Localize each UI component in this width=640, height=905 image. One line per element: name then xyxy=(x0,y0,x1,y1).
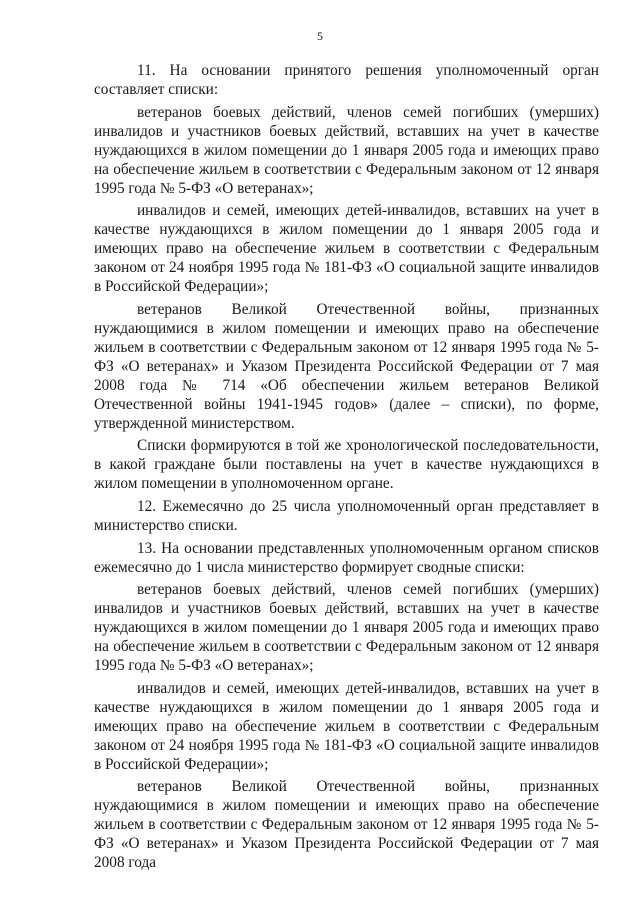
list-item-combat-veterans: ветеранов боевых действий, членов семей погибших (умерших) инвалидов и участников боевых действий, вставших на учет в качестве нуждающихся в жилом помещении до 1 января 2005 года и имеющих право на обеспечение жильем в соответствии с Федеральным законом от 12 января 1995 года № 5-ФЗ «О ветеранах»; xyxy=(94,103,599,197)
paragraph-item-13: 13. На основании представленных уполномоченным органом списков ежемесячно до 1 числа министерство формирует сводные списки: xyxy=(94,539,599,576)
document-body xyxy=(94,61,599,876)
consolidated-item-combat-veterans: ветеранов боевых действий, членов семей погибших (умерших) инвалидов и участников боевых действий, вставших на учет в качестве нуждающихся в жилом помещении до 1 января 2005 года и имеющих право на обеспечение жильем в соответствии с Федеральным законом от 12 января 1995 года № 5-ФЗ «О ветеранах»; xyxy=(94,581,599,675)
list-item-disabled-persons: инвалидов и семей, имеющих детей-инвалидов, вставших на учет в качестве нуждающихся в жилом помещении до 1 января 2005 года и имеющих право на обеспечение жильем в соответствии с Федеральным законом от 24 ноября 1995 года № 181-ФЗ «О социальной защите инвалидов в Российской Федерации»; xyxy=(94,202,599,296)
page-number: 5 xyxy=(317,29,323,43)
list-item-ww2-veterans: ветеранов Великой Отечественной войны, признанных нуждающимися в жилом помещении и имеющих право на обеспечение жильем в соответствии с Федеральным законом от 12 января 1995 года № 5-ФЗ «О ветеранах» и Указом Президента Российской Федерации от 7 мая 2008 года № 714 «Об обеспечении жильем ветеранов Великой Отечественной войны 1941-1945 годов» (далее – списки), по форме, утвержденной министерством. xyxy=(94,300,599,432)
paragraph-item-12: 12. Ежемесячно до 25 числа уполномоченный орган представляет в министерство списки. xyxy=(94,497,599,534)
consolidated-item-disabled-persons: инвалидов и семей, имеющих детей-инвалидов, вставших на учет в качестве нуждающихся в жилом помещении до 1 января 2005 года и имеющих право на обеспечение жильем в соответствии с Федеральным законом от 24 ноября 1995 года № 181-ФЗ «О социальной защите инвалидов в Российской Федерации»; xyxy=(94,679,599,773)
paragraph-lists-order: Списки формируются в той же хронологической последовательности, в какой граждане были поставлены на учет в качестве нуждающихся в жилом помещении в уполномоченном органе. xyxy=(94,437,599,493)
paragraph-item-11: 11. На основании принятого решения уполномоченный орган составляет списки: xyxy=(94,62,599,98)
consolidated-item-ww2-veterans: ветеранов Великой Отечественной войны, признанных нуждающимися в жилом помещении и имеющих право на обеспечение жильем в соответствии с Федеральным законом от 12 января 1995 года № 5-ФЗ «О ветеранах» и Указом Президента Российской Федерации от 7 мая 2008 года xyxy=(94,778,599,872)
